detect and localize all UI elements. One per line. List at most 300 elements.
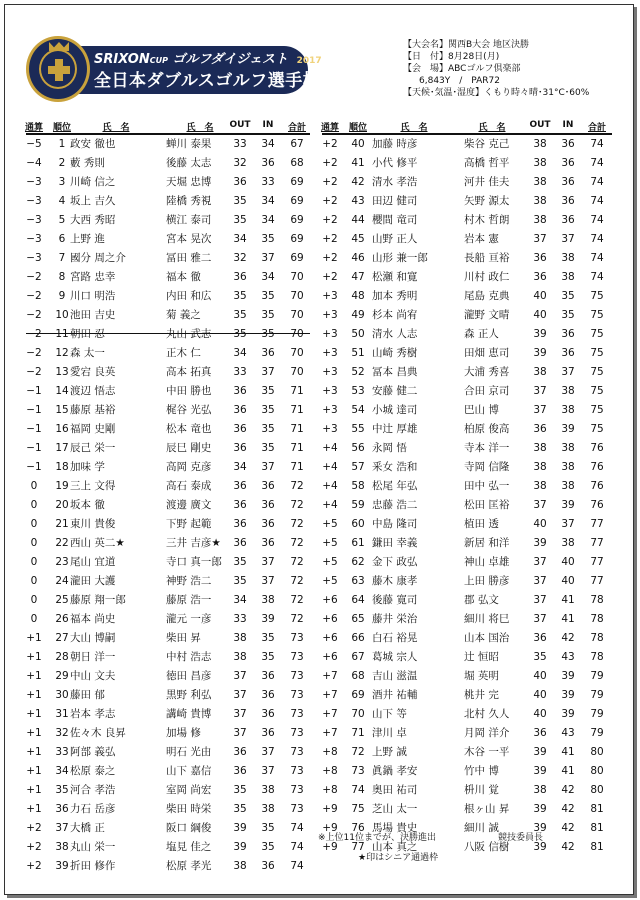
in-score: 37 — [261, 252, 275, 264]
rank-cell: 24 — [55, 575, 69, 587]
rank-cell: 47 — [351, 271, 365, 283]
rank-cell: 30 — [55, 689, 69, 701]
total-score: 67 — [290, 138, 304, 150]
in-score: 36 — [561, 157, 575, 169]
player1-name: 池田 吉史 — [70, 309, 116, 321]
table-row — [322, 287, 612, 306]
total-score: 75 — [590, 290, 604, 302]
in-score: 36 — [561, 176, 575, 188]
player1-name: 忠藤 浩二 — [372, 499, 418, 511]
total-score: 75 — [590, 423, 604, 435]
tsusan-cell: +1 — [26, 803, 42, 815]
rank-cell: 7 — [58, 252, 66, 264]
player2-name: 根ヶ山 昇 — [464, 803, 510, 815]
out-score: 40 — [533, 309, 547, 321]
player1-name: 白石 裕晃 — [372, 632, 418, 644]
tsusan-cell: +9 — [322, 841, 338, 853]
in-score: 37 — [261, 556, 275, 568]
tsusan-cell: +6 — [322, 632, 338, 644]
player2-name: 木谷 一平 — [464, 746, 510, 758]
table-row — [26, 401, 310, 420]
total-score: 80 — [590, 765, 604, 777]
in-score: 36 — [261, 689, 275, 701]
event-info — [403, 39, 589, 99]
table-row — [26, 230, 310, 249]
in-score: 36 — [261, 537, 275, 549]
player2-name: 新居 和洋 — [464, 537, 510, 549]
rank-cell: 28 — [55, 651, 69, 663]
table-row — [26, 477, 310, 496]
total-score: 74 — [590, 157, 604, 169]
out-score: 36 — [233, 499, 247, 511]
player1-name: 上野 進 — [70, 233, 105, 245]
player2-name: 田中 弘一 — [464, 480, 510, 492]
in-score: 34 — [261, 271, 275, 283]
player2-name: 明石 光由 — [166, 746, 212, 758]
table-row — [26, 325, 310, 344]
total-score: 80 — [590, 746, 604, 758]
rank-cell: 63 — [351, 575, 365, 587]
total-score: 74 — [590, 176, 604, 188]
out-score: 40 — [533, 518, 547, 530]
in-score: 36 — [261, 499, 275, 511]
out-score: 38 — [233, 860, 247, 872]
player2-name: 寺本 洋一 — [464, 442, 510, 454]
rank-cell: 19 — [55, 480, 69, 492]
rank-cell: 66 — [351, 632, 365, 644]
player2-name: 神山 卓雄 — [464, 556, 510, 568]
tsusan-cell: −1 — [26, 404, 42, 416]
player1-name: 大西 秀昭 — [70, 214, 116, 226]
tsusan-cell: +3 — [322, 290, 338, 302]
in-score: 37 — [261, 366, 275, 378]
player1-name: 田辺 健司 — [372, 195, 418, 207]
player2-name: 川村 政仁 — [464, 271, 510, 283]
tsusan-cell: −3 — [26, 252, 42, 264]
out-score: 40 — [533, 708, 547, 720]
total-score: 68 — [290, 157, 304, 169]
rank-cell: 35 — [55, 784, 69, 796]
player2-name: 天堀 忠博 — [166, 176, 212, 188]
out-score: 39 — [233, 822, 247, 834]
out-score: 38 — [233, 651, 247, 663]
player2-name: 細川 誠 — [464, 822, 499, 834]
player2-name: 冨田 雅二 — [166, 252, 212, 264]
player1-name: 永岡 悟 — [372, 442, 407, 454]
player2-name: 堀 英明 — [464, 670, 499, 682]
out-score: 33 — [233, 366, 247, 378]
out-score: 40 — [533, 290, 547, 302]
tsusan-cell: +2 — [322, 271, 338, 283]
total-score: 73 — [290, 765, 304, 777]
rank-cell: 34 — [55, 765, 69, 777]
total-score: 75 — [590, 347, 604, 359]
rank-cell: 43 — [351, 195, 365, 207]
out-score: 39 — [533, 537, 547, 549]
player2-name: 蝉川 泰果 — [166, 138, 212, 150]
table-row — [26, 819, 310, 838]
table-row — [322, 230, 612, 249]
in-score: 35 — [561, 309, 575, 321]
rank-cell: 71 — [351, 727, 365, 739]
in-score: 38 — [561, 537, 575, 549]
table-row — [26, 648, 310, 667]
tsusan-cell: +6 — [322, 594, 338, 606]
player2-name: 寺岡 信隆 — [464, 461, 510, 473]
out-score: 37 — [533, 613, 547, 625]
tsusan-cell: −5 — [26, 138, 42, 150]
table-row — [322, 648, 612, 667]
in-score: 34 — [261, 138, 275, 150]
table-row — [26, 800, 310, 819]
table-row — [26, 154, 310, 173]
tsusan-cell: 0 — [30, 480, 38, 492]
player1-name: 山崎 秀樹 — [372, 347, 418, 359]
player2-name: 長船 亘裕 — [464, 252, 510, 264]
tsusan-cell: −1 — [26, 442, 42, 454]
table-row — [26, 762, 310, 781]
rank-cell: 57 — [351, 461, 365, 473]
rank-cell: 3 — [58, 176, 66, 188]
player1-name: 眞鍋 孝安 — [372, 765, 418, 777]
in-score: 43 — [561, 727, 575, 739]
table-row — [322, 401, 612, 420]
total-score: 74 — [590, 252, 604, 264]
in-score: 34 — [261, 195, 275, 207]
total-score: 73 — [290, 784, 304, 796]
total-score: 70 — [290, 309, 304, 321]
out-score: 38 — [533, 442, 547, 454]
rank-cell: 49 — [351, 309, 365, 321]
player2-name: 松田 匡裕 — [464, 499, 510, 511]
player1-name: 安藤 健二 — [372, 385, 418, 397]
tsusan-cell: +2 — [322, 195, 338, 207]
in-score: 39 — [561, 670, 575, 682]
player2-name: 福本 徹 — [166, 271, 201, 283]
col-name-1: 氏 名 — [102, 123, 130, 133]
player2-name: 丸山 武志 — [166, 328, 212, 340]
total-score: 74 — [290, 860, 304, 872]
table-row — [322, 439, 612, 458]
player2-name: 上田 勝彦 — [464, 575, 510, 587]
tsusan-cell: +5 — [322, 518, 338, 530]
col-in: IN — [562, 120, 574, 130]
table-row — [26, 211, 310, 230]
out-score: 37 — [533, 594, 547, 606]
col-name-2: 氏 名 — [478, 123, 506, 133]
rank-cell: 12 — [55, 347, 69, 359]
in-score: 35 — [261, 233, 275, 245]
player1-name: 福岡 史剛 — [70, 423, 116, 435]
tsusan-cell: +2 — [26, 841, 42, 853]
total-score: 73 — [290, 632, 304, 644]
tsusan-cell: −3 — [26, 214, 42, 226]
table-row — [26, 838, 310, 857]
tsusan-cell: +2 — [322, 233, 338, 245]
player1-name: 山本 真之 — [372, 841, 418, 853]
total-score: 70 — [290, 328, 304, 340]
rank-cell: 65 — [351, 613, 365, 625]
table-row — [322, 363, 612, 382]
player1-name: 中山 文夫 — [70, 670, 116, 682]
rank-cell: 29 — [55, 670, 69, 682]
player2-name: 後藤 太志 — [166, 157, 212, 169]
total-score: 74 — [590, 214, 604, 226]
out-score: 40 — [533, 670, 547, 682]
tsusan-cell: 0 — [30, 594, 38, 606]
tsusan-cell: −1 — [26, 385, 42, 397]
total-score: 76 — [590, 480, 604, 492]
player2-name: 内田 和広 — [166, 290, 212, 302]
player1-name: 阿部 義弘 — [70, 746, 116, 758]
rank-cell: 20 — [55, 499, 69, 511]
in-score: 36 — [261, 518, 275, 530]
player2-name: 尾島 克典 — [464, 290, 510, 302]
rank-cell: 53 — [351, 385, 365, 397]
rank-cell: 18 — [55, 461, 69, 473]
player1-name: 津川 卓 — [372, 727, 407, 739]
total-score: 81 — [590, 841, 604, 853]
in-score: 36 — [261, 860, 275, 872]
brand-name: SRIXON — [94, 52, 150, 67]
tsusan-cell: +6 — [322, 651, 338, 663]
player1-name: 國分 周之介 — [70, 252, 126, 264]
total-score: 73 — [290, 670, 304, 682]
in-score: 35 — [261, 423, 275, 435]
tsusan-cell: +3 — [322, 366, 338, 378]
table-row — [26, 705, 310, 724]
out-score: 38 — [533, 157, 547, 169]
out-score: 35 — [233, 575, 247, 587]
player2-name: 柴田 昇 — [166, 632, 201, 644]
year-label: 2017 — [296, 56, 322, 66]
total-score: 77 — [590, 518, 604, 530]
tsusan-cell: −2 — [26, 309, 42, 321]
rank-cell: 17 — [55, 442, 69, 454]
rank-cell: 68 — [351, 670, 365, 682]
player1-name: 渡辺 悟志 — [70, 385, 116, 397]
out-score: 38 — [533, 214, 547, 226]
tsusan-cell: +9 — [322, 822, 338, 834]
out-score: 32 — [233, 252, 247, 264]
in-score: 40 — [561, 556, 575, 568]
rank-cell: 22 — [55, 537, 69, 549]
player1-name: 吉山 滋温 — [372, 670, 418, 682]
rank-cell: 61 — [351, 537, 365, 549]
table-row — [26, 857, 310, 876]
player2-name: 巴山 博 — [464, 404, 499, 416]
rank-cell: 75 — [351, 803, 365, 815]
player2-name: 藤原 浩一 — [166, 594, 212, 606]
player2-name: 塩見 佳之 — [166, 841, 212, 853]
in-score: 33 — [261, 176, 275, 188]
tsusan-cell: +7 — [322, 708, 338, 720]
player1-name: 河合 孝浩 — [70, 784, 116, 796]
total-score: 73 — [290, 689, 304, 701]
tsusan-cell: −3 — [26, 176, 42, 188]
tsusan-cell: +1 — [26, 784, 42, 796]
player1-name: 坂本 徹 — [70, 499, 105, 511]
player1-name: 藤井 栄治 — [372, 613, 418, 625]
tsusan-cell: +7 — [322, 689, 338, 701]
rank-cell: 33 — [55, 746, 69, 758]
rank-cell: 59 — [351, 499, 365, 511]
out-score: 33 — [233, 138, 247, 150]
out-score: 36 — [233, 442, 247, 454]
in-score: 41 — [561, 594, 575, 606]
total-score: 79 — [590, 670, 604, 682]
total-score: 76 — [590, 461, 604, 473]
total-score: 72 — [290, 518, 304, 530]
player2-name: 渡邊 廣文 — [166, 499, 212, 511]
tsusan-cell: +9 — [322, 803, 338, 815]
total-score: 71 — [290, 385, 304, 397]
table-row — [322, 667, 612, 686]
player1-name: 藤田 郁 — [70, 689, 105, 701]
player1-name: 朝日 洋一 — [70, 651, 116, 663]
rank-cell: 77 — [351, 841, 365, 853]
table-row — [26, 553, 310, 572]
rank-cell: 6 — [58, 233, 66, 245]
in-score: 42 — [561, 803, 575, 815]
tsusan-cell: 0 — [30, 499, 38, 511]
player1-name: 坂上 吉久 — [70, 195, 116, 207]
in-score: 38 — [561, 480, 575, 492]
out-score: 38 — [533, 461, 547, 473]
committee-label: 競技委員長 — [498, 833, 544, 843]
out-score: 38 — [533, 176, 547, 188]
tsusan-cell: +7 — [322, 670, 338, 682]
player2-name: 森 正人 — [464, 328, 499, 340]
tsusan-cell: +4 — [322, 480, 338, 492]
tsusan-cell: +3 — [322, 423, 338, 435]
rank-cell: 15 — [55, 404, 69, 416]
rank-cell: 13 — [55, 366, 69, 378]
player1-name: 釆女 浩和 — [372, 461, 418, 473]
cup-label: CUP — [149, 56, 168, 65]
table-row — [26, 420, 310, 439]
tsusan-cell: −2 — [26, 290, 42, 302]
in-score: 38 — [561, 271, 575, 283]
tsusan-cell: −2 — [26, 271, 42, 283]
player2-name: 枡川 覚 — [464, 784, 499, 796]
rank-cell: 4 — [58, 195, 66, 207]
in-score: 39 — [561, 423, 575, 435]
in-score: 43 — [561, 651, 575, 663]
total-score: 70 — [290, 271, 304, 283]
rank-cell: 45 — [351, 233, 365, 245]
player2-name: 大浦 秀喜 — [464, 366, 510, 378]
tsusan-cell: +2 — [322, 176, 338, 188]
in-score: 36 — [561, 347, 575, 359]
rank-cell: 32 — [55, 727, 69, 739]
in-score: 38 — [561, 442, 575, 454]
rank-cell: 38 — [55, 841, 69, 853]
event-name: 【大会名】関西B大会 地区決勝 — [403, 40, 530, 50]
out-score: 37 — [233, 670, 247, 682]
in-score: 35 — [261, 385, 275, 397]
player1-name: 愛宕 良英 — [70, 366, 116, 378]
total-score: 80 — [590, 784, 604, 796]
table-row — [322, 610, 612, 629]
tsusan-cell: +5 — [322, 575, 338, 587]
tsusan-cell: +2 — [322, 157, 338, 169]
rank-cell: 5 — [58, 214, 66, 226]
out-score: 39 — [533, 803, 547, 815]
rank-cell: 46 — [351, 252, 365, 264]
table-row — [322, 192, 612, 211]
tsusan-cell: +8 — [322, 746, 338, 758]
total-score: 74 — [590, 195, 604, 207]
rank-cell: 26 — [55, 613, 69, 625]
player2-name: 阪口 綱俊 — [166, 822, 212, 834]
total-score: 72 — [290, 594, 304, 606]
player1-name: 加本 秀明 — [372, 290, 418, 302]
table-row — [322, 762, 612, 781]
event-venue: 【会 場】ABCゴルフ倶楽部 — [403, 64, 521, 74]
table-row — [26, 629, 310, 648]
tsusan-cell: +7 — [322, 727, 338, 739]
in-score: 35 — [261, 651, 275, 663]
total-score: 74 — [590, 271, 604, 283]
out-score: 34 — [233, 233, 247, 245]
tsusan-cell: −3 — [26, 233, 42, 245]
player1-name: 藤木 康孝 — [372, 575, 418, 587]
total-score: 75 — [590, 404, 604, 416]
total-score: 75 — [590, 328, 604, 340]
rank-cell: 36 — [55, 803, 69, 815]
qualify-note: ※上位11位までが、決勝進出 — [318, 833, 436, 843]
player1-name: 杉本 尚宥 — [372, 309, 418, 321]
player1-name: 西山 英二★ — [70, 537, 125, 549]
tsusan-cell: +2 — [26, 860, 42, 872]
player2-name: 室岡 尚宏 — [166, 784, 212, 796]
event-date: 【日 付】8月28日(月) — [403, 52, 500, 62]
out-score: 39 — [533, 328, 547, 340]
tsusan-cell: +3 — [322, 385, 338, 397]
rank-cell: 23 — [55, 556, 69, 568]
table-row — [322, 800, 612, 819]
col-total: 合計 — [287, 123, 306, 133]
rank-cell: 42 — [351, 176, 365, 188]
player2-name: 横江 泰司 — [166, 214, 212, 226]
table-row — [26, 591, 310, 610]
table-header — [322, 119, 612, 135]
rank-cell: 70 — [351, 708, 365, 720]
rank-cell: 40 — [351, 138, 365, 150]
player1-name: 松尾 年弘 — [372, 480, 418, 492]
out-score: 36 — [233, 746, 247, 758]
total-score: 69 — [290, 176, 304, 188]
rank-cell: 48 — [351, 290, 365, 302]
tsusan-cell: +3 — [322, 347, 338, 359]
player1-name: 丸山 栄一 — [70, 841, 116, 853]
tsusan-cell: +1 — [26, 670, 42, 682]
total-score: 74 — [590, 138, 604, 150]
table-row — [322, 211, 612, 230]
out-score: 36 — [233, 176, 247, 188]
out-score: 35 — [233, 309, 247, 321]
col-name-1: 氏 名 — [400, 123, 428, 133]
table-row — [26, 743, 310, 762]
in-score: 40 — [561, 575, 575, 587]
table-row — [322, 686, 612, 705]
qualifying-cut-line — [26, 333, 310, 334]
total-score: 71 — [290, 423, 304, 435]
in-score: 38 — [561, 252, 575, 264]
tournament-title: 全日本ダブルスゴルフ選手権 — [94, 71, 321, 91]
table-header — [26, 119, 310, 135]
